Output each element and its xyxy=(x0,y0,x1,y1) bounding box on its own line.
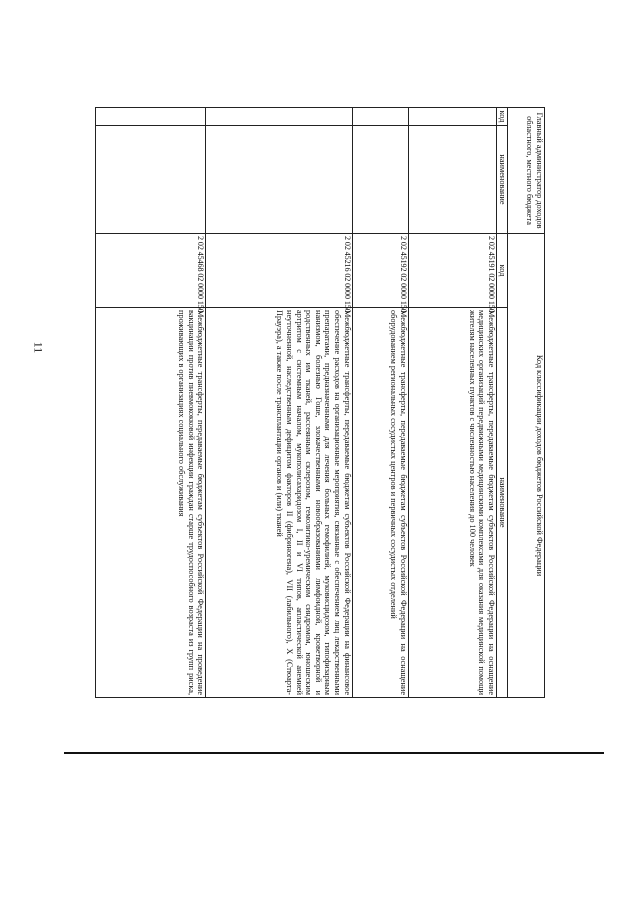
admin-group-header: Главный администратор доходов областного, местного бюджета xyxy=(507,108,544,234)
admin-code-cell xyxy=(96,108,206,126)
admin-name-cell xyxy=(206,126,352,234)
admin-name-cell xyxy=(408,126,496,234)
admin-name-header: наименование xyxy=(496,126,507,234)
budget-code-cell: 2 02 45192 02 0000 150 xyxy=(352,234,408,308)
budget-group-header: Код классификации доходов бюджетов Российской Федерации xyxy=(507,234,544,698)
admin-code-cell xyxy=(408,108,496,126)
table-row xyxy=(352,108,408,698)
table-header-row-1 xyxy=(507,108,544,698)
budget-code-cell: 2 02 45191 02 0000 150 xyxy=(408,234,496,308)
admin-code-cell xyxy=(352,108,408,126)
budget-code-cell: 2 02 45216 02 0000 150 xyxy=(206,234,352,308)
admin-name-cell xyxy=(352,126,408,234)
page-number: 11 xyxy=(31,341,46,354)
table-row xyxy=(206,108,352,698)
budget-name-header: наименование xyxy=(496,308,507,698)
horizontal-rule xyxy=(64,752,604,754)
admin-code-cell xyxy=(206,108,352,126)
budget-code-header: код xyxy=(496,234,507,308)
rotated-table-container xyxy=(95,107,545,697)
budget-name-cell: Межбюджетные трансферты, передаваемые бюджетам субъектов Российской Федерации на финансовое обеспечение расходов на организационные мероприятия, связанные с обеспечением лиц лекарственными препаратами, предназначенными для лечения больных гемофилией, муковисцидозом, гипофизарным нанизмом, болезнью Гоше, злокачественными новообразованиями лимфоидной, кроветворной и родственных им тканей, рассеянным склерозом, гемолитико-уремическим синдромом, юношеским артритом с системным началом, мукополисахаридозом I, II и VI типов, апластической анемией неуточненной, наследственным дефицитом факторов II (фибриногена), VII (лабильного), X (Стюарта-Прауэра), а также после трансплантации органов и (или) тканей xyxy=(206,308,352,698)
admin-name-cell xyxy=(96,126,206,234)
table-row xyxy=(96,108,206,698)
budget-name-cell: Межбюджетные трансферты, передаваемые бюджетам субъектов Российской Федерации на оснащение медицинских организаций передвижными медицинскими комплексами для оказания медицинской помощи жителям населенных пунктов с численностью населения до 100 человек xyxy=(408,308,496,698)
income-classification-table xyxy=(95,107,545,698)
budget-name-cell: Межбюджетные трансферты, передаваемые бюджетам субъектов Российской Федерации на оснащение оборудованием региональных сосудистых центров и первичных сосудистых отделений xyxy=(352,308,408,698)
table-row xyxy=(408,108,496,698)
budget-name-cell: Межбюджетные трансферты, передаваемые бюджетам субъектов Российской Федерации на проведение вакцинации против пневмококковой инфекции граждан старше трудоспособного возраста из групп риска, проживающих в организациях социального обслуживания xyxy=(96,308,206,698)
budget-code-cell: 2 02 45468 02 0000 150 xyxy=(96,234,206,308)
table-header-row-2 xyxy=(496,108,507,698)
admin-code-header: код xyxy=(496,108,507,126)
